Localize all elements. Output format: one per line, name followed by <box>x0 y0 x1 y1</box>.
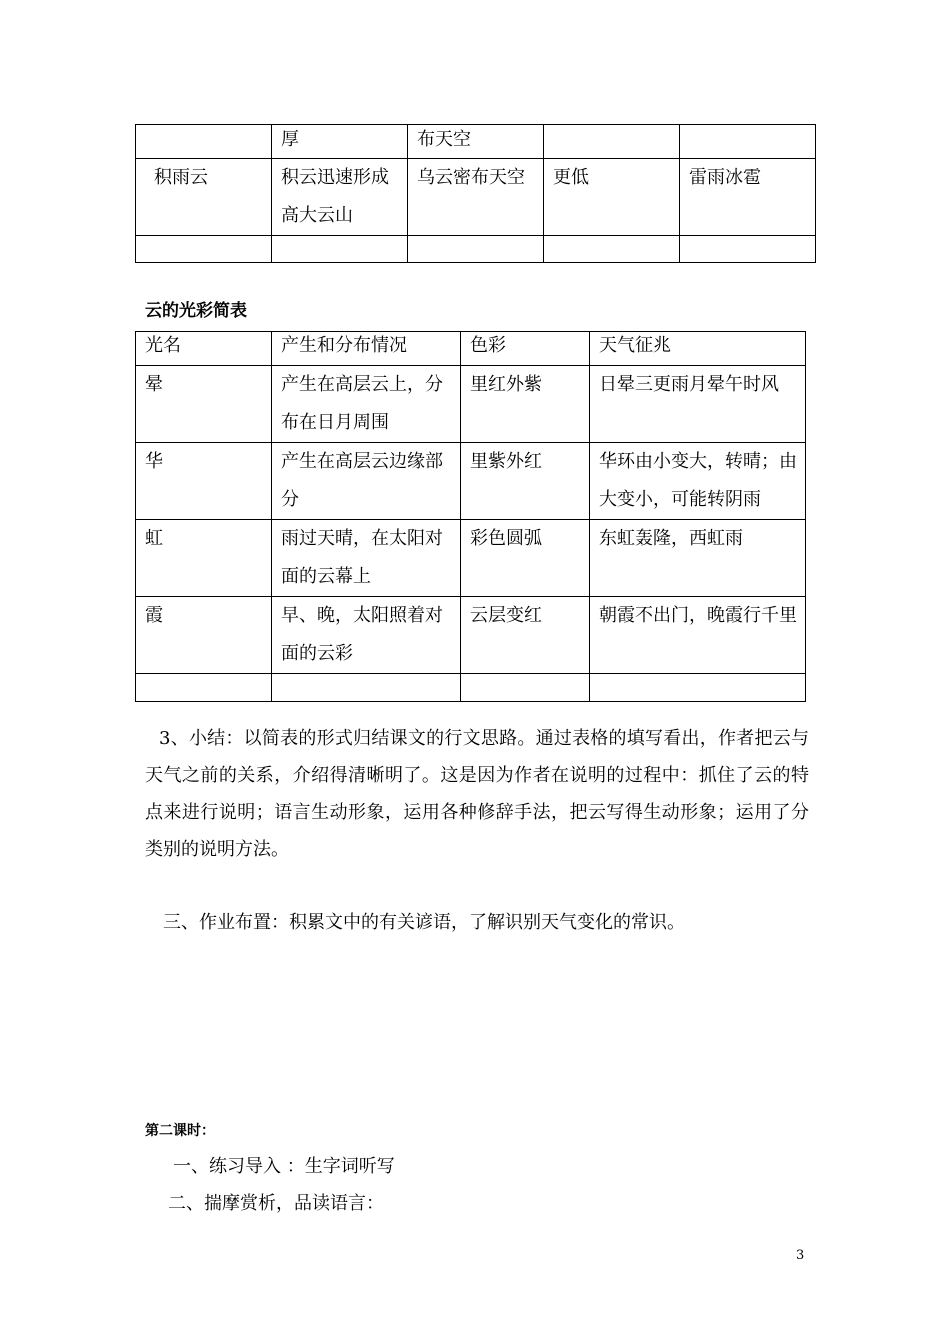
cloud-light-table <box>135 331 806 702</box>
table-header-row <box>136 332 806 366</box>
header-cell: 光名 <box>136 332 272 366</box>
table-cell: 布天空 <box>408 125 544 159</box>
table-cell <box>544 236 680 263</box>
homework-paragraph: 三、作业布置：积累文中的有关谚语，了解识别天气变化的常识。 <box>163 912 685 933</box>
table-row <box>136 125 816 159</box>
lesson-two-heading: 第二课时： <box>145 1123 215 1139</box>
table-row <box>136 236 816 263</box>
table-cell: 朝霞不出门，晚霞行千里 <box>590 597 806 674</box>
table-cell <box>680 236 816 263</box>
table-cell: 厚 <box>272 125 408 159</box>
table-cell: 更低 <box>544 159 680 236</box>
table-row <box>136 443 806 520</box>
table-cell: 霞 <box>136 597 272 674</box>
table-cell <box>272 674 461 702</box>
table-cell: 日晕三更雨月晕午时风 <box>590 366 806 443</box>
table-cell <box>461 674 590 702</box>
table-cell <box>136 674 272 702</box>
table-cell <box>408 236 544 263</box>
table-cell: 里红外紫 <box>461 366 590 443</box>
lesson-two-item: 二、揣摩赏析，品读语言： <box>168 1193 384 1214</box>
header-cell: 天气征兆 <box>590 332 806 366</box>
table-cell: 积云迅速形成高大云山 <box>272 159 408 236</box>
lesson-two-item: 一、练习导入 ：生字词听写 <box>173 1156 395 1177</box>
table-cell: 乌云密布天空 <box>408 159 544 236</box>
table-cell: 华环由小变大，转晴；由大变小，可能转阴雨 <box>590 443 806 520</box>
header-cell: 产生和分布情况 <box>272 332 461 366</box>
table-cell: 产生在高层云上，分布在日月周围 <box>272 366 461 443</box>
page-number: 3 <box>796 1248 805 1263</box>
table-cell <box>136 125 272 159</box>
table-cell <box>680 125 816 159</box>
table-cell: 产生在高层云边缘部分 <box>272 443 461 520</box>
table-cell: 雷雨冰雹 <box>680 159 816 236</box>
cloud-types-table <box>135 124 816 263</box>
table-cell: 里紫外红 <box>461 443 590 520</box>
table-cell: 晕 <box>136 366 272 443</box>
table-title: 云的光彩简表 <box>145 301 247 321</box>
table-cell: 积雨云 <box>136 159 272 236</box>
table-cell: 早、晚，太阳照着对面的云彩 <box>272 597 461 674</box>
table-cell: 云层变红 <box>461 597 590 674</box>
table-cell: 雨过天晴，在太阳对面的云幕上 <box>272 520 461 597</box>
table-row <box>136 520 806 597</box>
table-cell: 彩色圆弧 <box>461 520 590 597</box>
table-cell <box>544 125 680 159</box>
summary-paragraph: 3、小结：以简表的形式归结课文的行文思路。通过表格的填写看出，作者把云与天气之前的关系，介绍得清晰明了。这是因为作者在说明的过程中：抓住了云的特点来进行说明；语言生动形象，运用各种修辞手法，把云写得生动形象；运用了分类别的说明方法。 <box>145 728 809 860</box>
table-cell <box>272 236 408 263</box>
table-cell <box>590 674 806 702</box>
table-cell: 东虹轰隆，西虹雨 <box>590 520 806 597</box>
table-row <box>136 674 806 702</box>
table-row <box>136 366 806 443</box>
table-row <box>136 159 816 236</box>
table-cell <box>136 236 272 263</box>
table-cell: 华 <box>136 443 272 520</box>
header-cell: 色彩 <box>461 332 590 366</box>
table-cell: 虹 <box>136 520 272 597</box>
table-row <box>136 597 806 674</box>
